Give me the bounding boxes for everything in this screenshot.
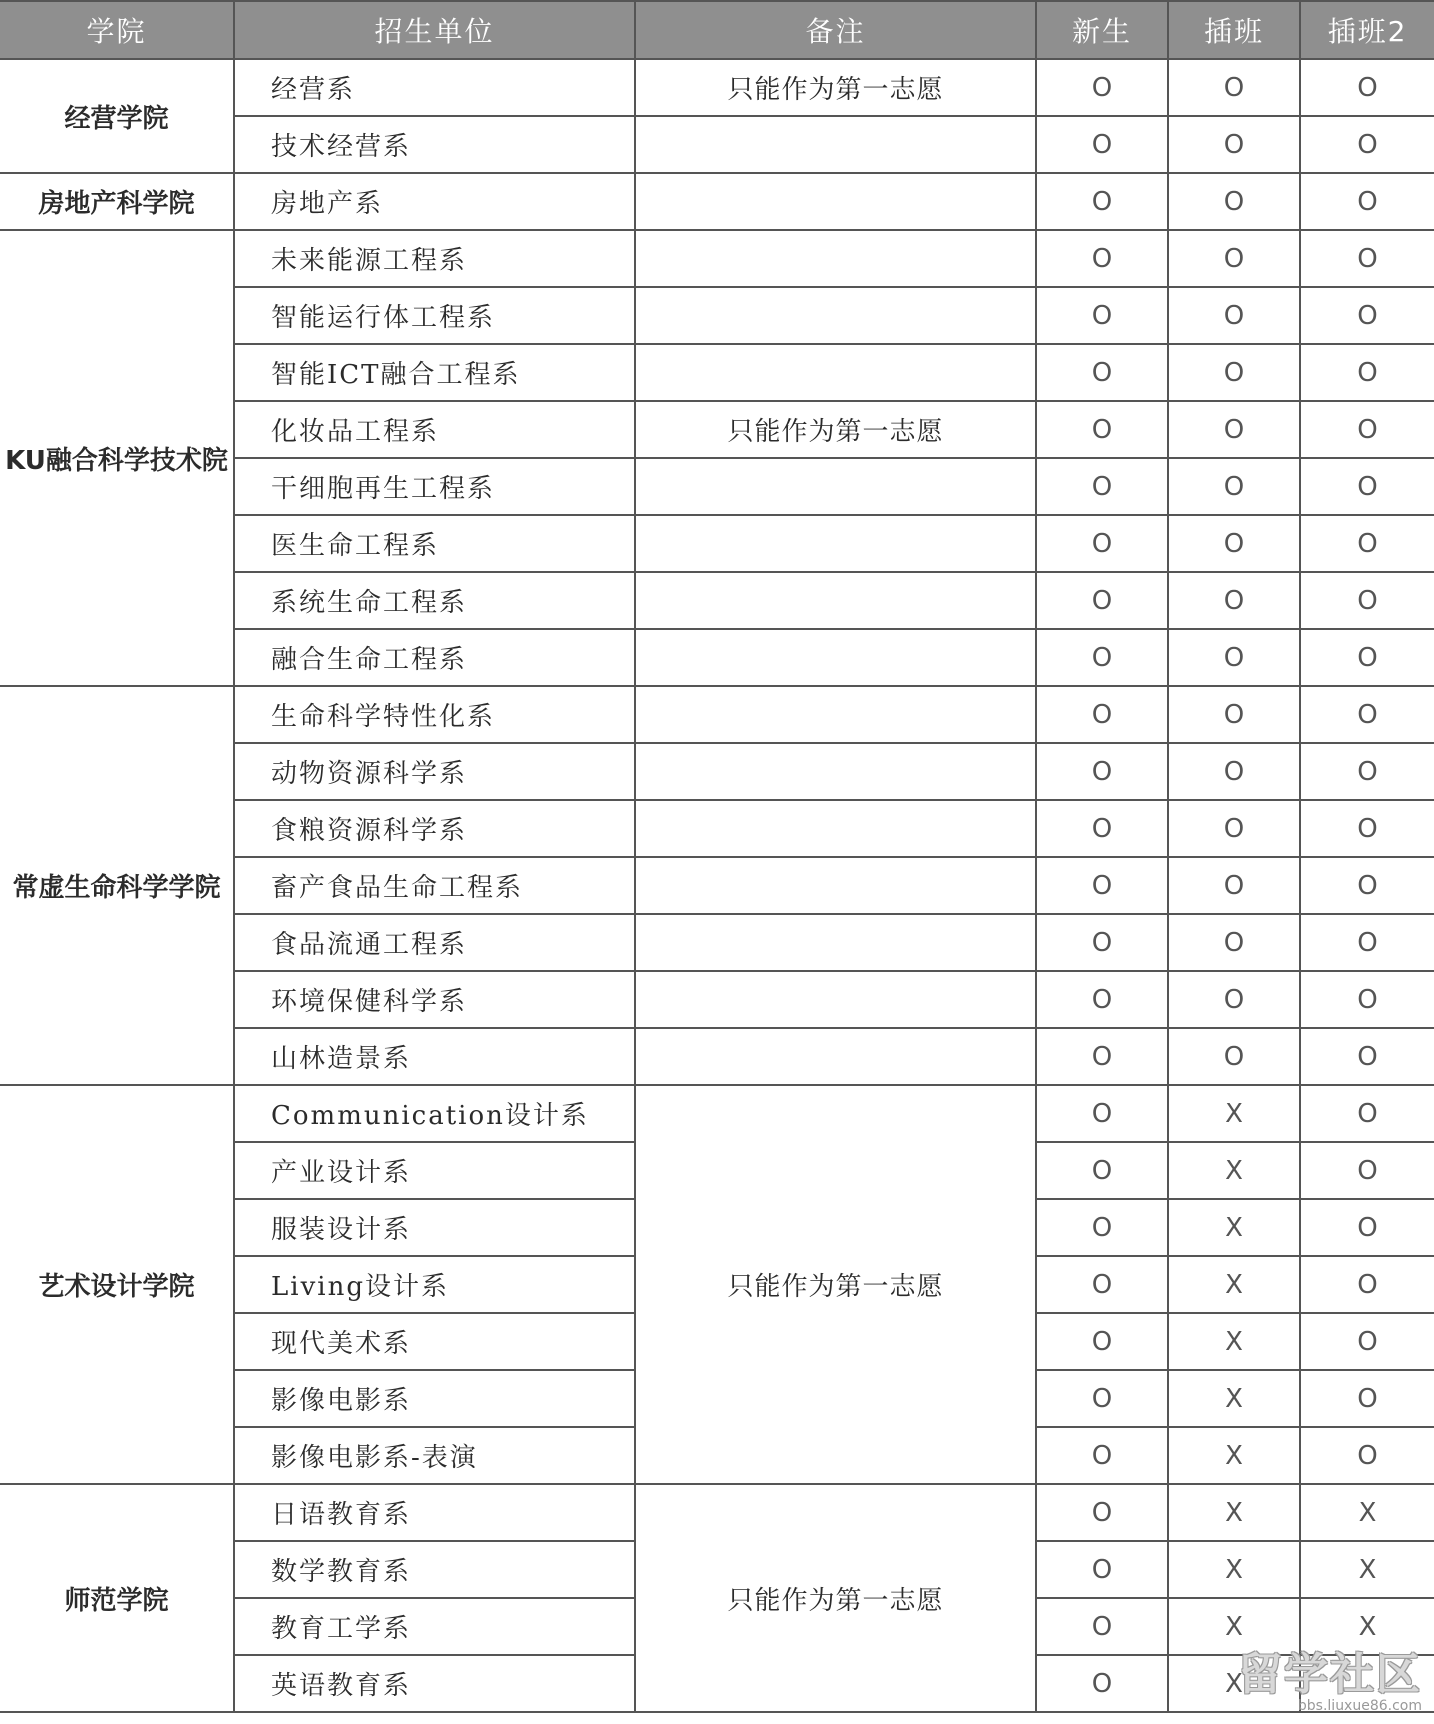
note-cell <box>635 116 1036 173</box>
transfer-mark-cell: O <box>1168 1028 1300 1085</box>
college-cell: 经营学院 <box>0 59 234 173</box>
transfer2-mark-cell: O <box>1300 1313 1434 1370</box>
unit-cell: 融合生命工程系 <box>234 629 635 686</box>
transfer-mark-cell: X <box>1168 1142 1300 1199</box>
transfer-mark-cell: O <box>1168 971 1300 1028</box>
transfer2-mark-cell: O <box>1300 1085 1434 1142</box>
transfer-mark-cell: O <box>1168 59 1300 116</box>
note-cell <box>635 686 1036 743</box>
freshman-mark-cell: O <box>1036 344 1168 401</box>
transfer2-mark-cell: O <box>1300 572 1434 629</box>
unit-cell: 化妆品工程系 <box>234 401 635 458</box>
note-cell <box>635 1028 1036 1085</box>
transfer2-mark-cell: O <box>1300 800 1434 857</box>
note-cell <box>635 572 1036 629</box>
freshman-mark-cell: O <box>1036 971 1168 1028</box>
freshman-mark-cell: O <box>1036 572 1168 629</box>
transfer-mark-cell: O <box>1168 344 1300 401</box>
note-cell: 只能作为第一志愿 <box>635 401 1036 458</box>
note-cell: 只能作为第一志愿 <box>635 1484 1036 1712</box>
unit-cell: 影像电影系 <box>234 1370 635 1427</box>
header-row <box>0 1 1434 59</box>
note-cell <box>635 515 1036 572</box>
watermark-logo <box>1238 1638 1422 1714</box>
transfer-mark-cell: O <box>1168 743 1300 800</box>
freshman-mark-cell: O <box>1036 458 1168 515</box>
freshman-mark-cell: O <box>1036 173 1168 230</box>
freshman-mark-cell: O <box>1036 59 1168 116</box>
unit-cell: 智能ICT融合工程系 <box>234 344 635 401</box>
transfer2-mark-cell: O <box>1300 287 1434 344</box>
unit-cell: 环境保健科学系 <box>234 971 635 1028</box>
note-cell: 只能作为第一志愿 <box>635 59 1036 116</box>
freshman-mark-cell: O <box>1036 1313 1168 1370</box>
freshman-mark-cell: O <box>1036 1484 1168 1541</box>
unit-cell: 未来能源工程系 <box>234 230 635 287</box>
header-freshman: 新生 <box>1036 1 1168 59</box>
table-row <box>0 686 1434 743</box>
note-cell <box>635 914 1036 971</box>
header-transfer: 插班 <box>1168 1 1300 59</box>
transfer-mark-cell: X <box>1168 1427 1300 1484</box>
transfer2-mark-cell: O <box>1300 1028 1434 1085</box>
unit-cell: 现代美术系 <box>234 1313 635 1370</box>
table-row <box>0 1484 1434 1541</box>
freshman-mark-cell: O <box>1036 401 1168 458</box>
transfer-mark-cell: O <box>1168 686 1300 743</box>
transfer-mark-cell: O <box>1168 572 1300 629</box>
college-cell: 艺术设计学院 <box>0 1085 234 1484</box>
transfer2-mark-cell: O <box>1300 59 1434 116</box>
transfer-mark-cell: O <box>1168 287 1300 344</box>
transfer2-mark-cell: O <box>1300 629 1434 686</box>
transfer-mark-cell: O <box>1168 173 1300 230</box>
freshman-mark-cell: O <box>1036 914 1168 971</box>
unit-cell: 影像电影系-表演 <box>234 1427 635 1484</box>
transfer-mark-cell: X <box>1168 1541 1300 1598</box>
freshman-mark-cell: O <box>1036 1598 1168 1655</box>
header-transfer2: 插班2 <box>1300 1 1434 59</box>
unit-cell: 技术经营系 <box>234 116 635 173</box>
unit-cell: 干细胞再生工程系 <box>234 458 635 515</box>
transfer-mark-cell: O <box>1168 116 1300 173</box>
transfer2-mark-cell: O <box>1300 1370 1434 1427</box>
college-cell: 房地产科学院 <box>0 173 234 230</box>
transfer-mark-cell: O <box>1168 458 1300 515</box>
freshman-mark-cell: O <box>1036 1370 1168 1427</box>
note-cell <box>635 857 1036 914</box>
header-note: 备注 <box>635 1 1036 59</box>
unit-cell: 畜产食品生命工程系 <box>234 857 635 914</box>
freshman-mark-cell: O <box>1036 629 1168 686</box>
freshman-mark-cell: O <box>1036 1256 1168 1313</box>
unit-cell: 智能运行体工程系 <box>234 287 635 344</box>
transfer-mark-cell: O <box>1168 914 1300 971</box>
transfer-mark-cell: X <box>1168 1199 1300 1256</box>
note-cell <box>635 230 1036 287</box>
header-college: 学院 <box>0 1 234 59</box>
transfer-mark-cell: X <box>1168 1256 1300 1313</box>
transfer2-mark-cell: O <box>1300 344 1434 401</box>
freshman-mark-cell: O <box>1036 515 1168 572</box>
note-cell <box>635 344 1036 401</box>
transfer-mark-cell: O <box>1168 857 1300 914</box>
table-row <box>0 173 1434 230</box>
note-cell: 只能作为第一志愿 <box>635 1085 1036 1484</box>
freshman-mark-cell: O <box>1036 743 1168 800</box>
note-cell <box>635 629 1036 686</box>
freshman-mark-cell: O <box>1036 1427 1168 1484</box>
freshman-mark-cell: O <box>1036 857 1168 914</box>
freshman-mark-cell: O <box>1036 116 1168 173</box>
unit-cell: Living设计系 <box>234 1256 635 1313</box>
transfer-mark-cell: X <box>1168 1370 1300 1427</box>
unit-cell: 英语教育系 <box>234 1655 635 1712</box>
table-row <box>0 59 1434 116</box>
unit-cell: 生命科学特性化系 <box>234 686 635 743</box>
transfer-mark-cell: X <box>1168 1313 1300 1370</box>
transfer-mark-cell: O <box>1168 629 1300 686</box>
unit-cell: 食粮资源科学系 <box>234 800 635 857</box>
unit-cell: 教育工学系 <box>234 1598 635 1655</box>
watermark-sub-text: bbs.liuxue86.com <box>1297 1698 1422 1714</box>
freshman-mark-cell: O <box>1036 287 1168 344</box>
freshman-mark-cell: O <box>1036 230 1168 287</box>
transfer-mark-cell: X <box>1168 1484 1300 1541</box>
note-cell <box>635 800 1036 857</box>
freshman-mark-cell: O <box>1036 1142 1168 1199</box>
transfer2-mark-cell: O <box>1300 116 1434 173</box>
unit-cell: 系统生命工程系 <box>234 572 635 629</box>
freshman-mark-cell: O <box>1036 1655 1168 1712</box>
unit-cell: 日语教育系 <box>234 1484 635 1541</box>
table-body <box>0 59 1434 1712</box>
transfer-mark-cell: O <box>1168 230 1300 287</box>
note-cell <box>635 173 1036 230</box>
transfer2-mark-cell: O <box>1300 857 1434 914</box>
transfer2-mark-cell: O <box>1300 230 1434 287</box>
transfer2-mark-cell: O <box>1300 914 1434 971</box>
unit-cell: 动物资源科学系 <box>234 743 635 800</box>
freshman-mark-cell: O <box>1036 686 1168 743</box>
watermark-main-text: 留学社区 <box>1238 1649 1422 1700</box>
transfer-mark-cell: X <box>1168 1085 1300 1142</box>
transfer2-mark-cell: X <box>1300 1484 1434 1541</box>
note-cell <box>635 287 1036 344</box>
transfer-mark-cell: O <box>1168 800 1300 857</box>
freshman-mark-cell: O <box>1036 1028 1168 1085</box>
transfer-mark-cell: O <box>1168 401 1300 458</box>
table-row <box>0 1085 1434 1142</box>
freshman-mark-cell: O <box>1036 1541 1168 1598</box>
table-row <box>0 230 1434 287</box>
header-unit: 招生单位 <box>234 1 635 59</box>
transfer2-mark-cell: O <box>1300 1142 1434 1199</box>
transfer-mark-cell: O <box>1168 515 1300 572</box>
freshman-mark-cell: O <box>1036 1199 1168 1256</box>
transfer2-mark-cell: O <box>1300 1199 1434 1256</box>
note-cell <box>635 458 1036 515</box>
note-cell <box>635 743 1036 800</box>
unit-cell: 经营系 <box>234 59 635 116</box>
freshman-mark-cell: O <box>1036 1085 1168 1142</box>
unit-cell: Communication设计系 <box>234 1085 635 1142</box>
college-cell: 常虚生命科学学院 <box>0 686 234 1085</box>
freshman-mark-cell: O <box>1036 800 1168 857</box>
unit-cell: 房地产系 <box>234 173 635 230</box>
transfer2-mark-cell: O <box>1300 173 1434 230</box>
transfer2-mark-cell: O <box>1300 458 1434 515</box>
transfer2-mark-cell: O <box>1300 686 1434 743</box>
unit-cell: 医生命工程系 <box>234 515 635 572</box>
transfer2-mark-cell: X <box>1300 1598 1434 1655</box>
college-cell: KU融合科学技术院 <box>0 230 234 686</box>
transfer2-mark-cell: X <box>1300 1541 1434 1598</box>
unit-cell: 数学教育系 <box>234 1541 635 1598</box>
transfer2-mark-cell: O <box>1300 971 1434 1028</box>
transfer2-mark-cell: O <box>1300 1427 1434 1484</box>
transfer-mark-cell: X <box>1168 1655 1300 1712</box>
unit-cell: 产业设计系 <box>234 1142 635 1199</box>
transfer2-mark-cell: O <box>1300 1256 1434 1313</box>
transfer2-mark-cell: O <box>1300 515 1434 572</box>
unit-cell: 食品流通工程系 <box>234 914 635 971</box>
unit-cell: 山林造景系 <box>234 1028 635 1085</box>
note-cell <box>635 971 1036 1028</box>
transfer-mark-cell: X <box>1168 1598 1300 1655</box>
college-cell: 师范学院 <box>0 1484 234 1712</box>
transfer2-mark-cell: O <box>1300 401 1434 458</box>
transfer2-mark-cell: O <box>1300 743 1434 800</box>
unit-cell: 服装设计系 <box>234 1199 635 1256</box>
